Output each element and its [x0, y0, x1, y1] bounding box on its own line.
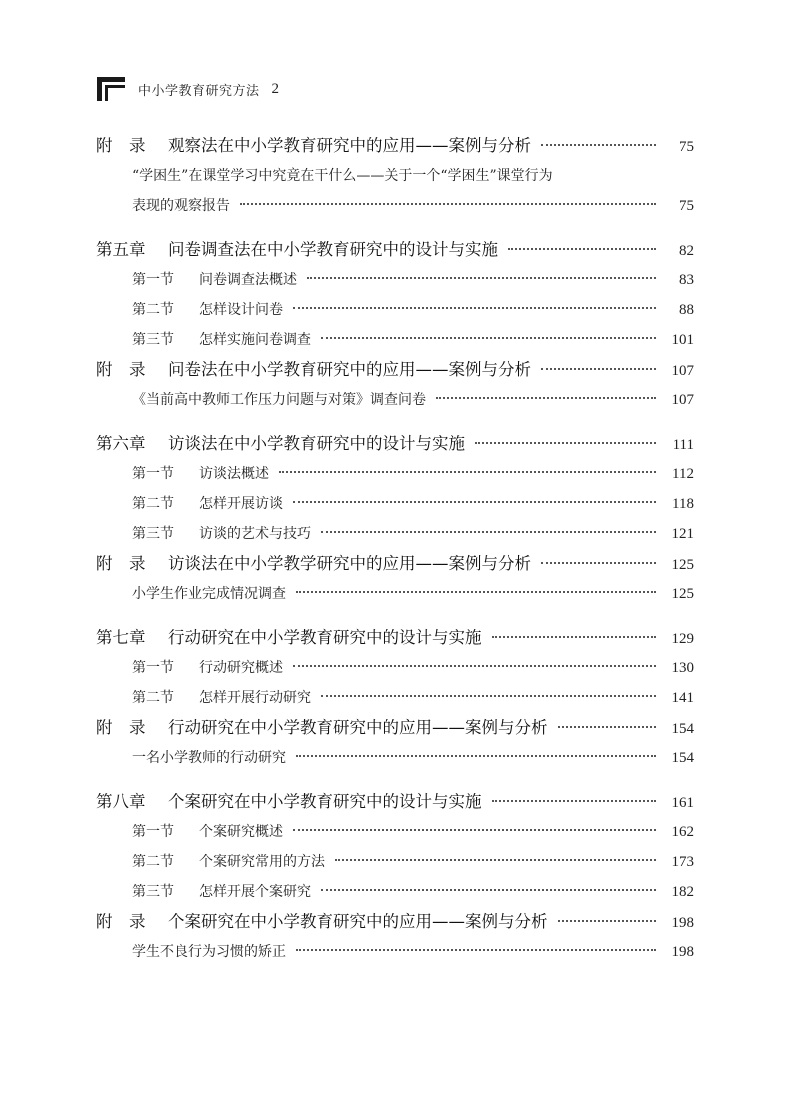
- chapter-lead: 第五章: [96, 240, 146, 259]
- entry-page: 130: [671, 660, 694, 676]
- entry-page: 83: [679, 272, 694, 288]
- entry-title: 问卷调查法在中小学教育研究中的设计与实施: [168, 240, 498, 259]
- entry-title: 个案研究在中小学教育研究中的应用——案例与分析: [168, 912, 548, 931]
- toc-chapter-entry[interactable]: [96, 235, 694, 265]
- dot-leader: [558, 920, 657, 922]
- chapter-lead: 第七章: [96, 628, 146, 647]
- entry-page: 162: [671, 824, 694, 840]
- section-lead: 第三节: [132, 884, 174, 900]
- toc-appendix-entry[interactable]: [96, 549, 694, 579]
- entry-page: 129: [671, 631, 694, 647]
- page-number: 2: [271, 80, 280, 97]
- entry-title: 小学生作业完成情况调查: [132, 586, 286, 602]
- entry-title: 访谈法在中小学教学研究中的应用——案例与分析: [168, 554, 531, 573]
- section-lead: 第二节: [132, 496, 174, 512]
- dot-leader: [293, 307, 656, 309]
- entry-title: 《当前高中教师工作压力问题与对策》调查问卷: [132, 392, 426, 408]
- toc-case-entry[interactable]: [96, 743, 694, 773]
- chapter-lead: 第八章: [96, 792, 146, 811]
- toc-chapter-entry[interactable]: [96, 787, 694, 817]
- toc-section-entry[interactable]: [96, 877, 694, 907]
- dot-leader: [279, 471, 656, 473]
- toc-chapter-entry[interactable]: [96, 623, 694, 653]
- dot-leader: [492, 636, 657, 638]
- entry-title: 访谈的艺术与技巧: [199, 526, 311, 542]
- dot-leader: [296, 591, 656, 593]
- entry-title: 访谈法在中小学教育研究中的设计与实施: [168, 434, 465, 453]
- entry-page: 112: [672, 466, 694, 482]
- appendix-lead: 附 录: [96, 912, 146, 931]
- toc-section-entry[interactable]: [96, 519, 694, 549]
- entry-title: 行动研究在中小学教育研究中的设计与实施: [168, 628, 482, 647]
- toc-case-entry[interactable]: [96, 937, 694, 967]
- dot-leader: [293, 829, 656, 831]
- chapter-lead: 第六章: [96, 434, 146, 453]
- entry-title: 行动研究在中小学教育研究中的应用——案例与分析: [168, 718, 548, 737]
- dot-leader: [293, 501, 656, 503]
- dot-leader: [508, 248, 656, 250]
- section-lead: 第一节: [132, 466, 174, 482]
- entry-page: 107: [671, 363, 694, 379]
- entry-page: 161: [671, 795, 694, 811]
- dot-leader: [307, 277, 656, 279]
- entry-page: 121: [671, 526, 694, 542]
- dot-leader: [492, 800, 657, 802]
- dot-leader: [541, 144, 656, 146]
- entry-page: 198: [671, 944, 694, 960]
- entry-page: 111: [672, 437, 694, 453]
- section-lead: 第二节: [132, 302, 174, 318]
- toc-section-entry[interactable]: [96, 683, 694, 713]
- appendix-lead: 附 录: [96, 554, 146, 573]
- entry-title: 怎样开展访谈: [199, 496, 283, 512]
- dot-leader: [321, 531, 656, 533]
- dot-leader: [475, 442, 656, 444]
- entry-page: 88: [679, 302, 694, 318]
- section-lead: 第三节: [132, 526, 174, 542]
- running-header: [96, 76, 279, 102]
- toc-appendix-entry[interactable]: [96, 907, 694, 937]
- toc-section-entry[interactable]: [96, 265, 694, 295]
- entry-page: 182: [671, 884, 694, 900]
- entry-title: “学困生”在课堂学习中究竟在干什么——关于一个“学困生”课堂行为: [132, 168, 553, 184]
- section-lead: 第三节: [132, 332, 174, 348]
- entry-title: 学生不良行为习惯的矫正: [132, 944, 286, 960]
- dot-leader: [321, 695, 656, 697]
- toc-appendix-entry[interactable]: [96, 713, 694, 743]
- entry-page: 107: [671, 392, 694, 408]
- toc-section-entry[interactable]: [96, 325, 694, 355]
- dot-leader: [296, 949, 656, 951]
- toc-case-entry-continued[interactable]: [96, 191, 694, 221]
- section-lead: 第一节: [132, 824, 174, 840]
- toc-case-entry[interactable]: [96, 385, 694, 415]
- entry-title: 观察法在中小学教育研究中的应用——案例与分析: [168, 136, 531, 155]
- dot-leader: [541, 562, 656, 564]
- toc-appendix-entry[interactable]: [96, 131, 694, 161]
- table-of-contents: [96, 131, 694, 967]
- entry-page: 118: [672, 496, 694, 512]
- entry-title: 一名小学教师的行动研究: [132, 750, 286, 766]
- entry-page: 154: [671, 721, 694, 737]
- dot-leader: [436, 397, 656, 399]
- dot-leader: [240, 203, 656, 205]
- entry-title: 访谈法概述: [199, 466, 269, 482]
- appendix-lead: 附 录: [96, 360, 146, 379]
- entry-page: 173: [671, 854, 694, 870]
- entry-title: 问卷法在中小学教育研究中的应用——案例与分析: [168, 360, 531, 379]
- corner-mark-icon: [96, 76, 126, 102]
- toc-section-entry[interactable]: [96, 653, 694, 683]
- entry-page: 125: [671, 586, 694, 602]
- entry-title: 个案研究概述: [199, 824, 283, 840]
- entry-title: 怎样开展行动研究: [199, 690, 311, 706]
- toc-section-entry[interactable]: [96, 489, 694, 519]
- toc-section-entry[interactable]: [96, 847, 694, 877]
- dot-leader: [321, 337, 656, 339]
- entry-title: 怎样设计问卷: [199, 302, 283, 318]
- entry-title: 怎样开展个案研究: [199, 884, 311, 900]
- entry-page: 75: [679, 198, 694, 214]
- entry-page: 198: [671, 915, 694, 931]
- section-lead: 第二节: [132, 690, 174, 706]
- dot-leader: [296, 755, 656, 757]
- entry-title: 个案研究常用的方法: [199, 854, 325, 870]
- toc-case-entry[interactable]: [96, 161, 694, 191]
- book-title: 中小学教育研究方法: [138, 83, 260, 99]
- entry-title: 怎样实施问卷调查: [199, 332, 311, 348]
- appendix-lead: 附 录: [96, 136, 146, 155]
- appendix-lead: 附 录: [96, 718, 146, 737]
- toc-section-entry[interactable]: [96, 459, 694, 489]
- toc-case-entry[interactable]: [96, 579, 694, 609]
- section-lead: 第二节: [132, 854, 174, 870]
- section-lead: 第一节: [132, 272, 174, 288]
- entry-page: 141: [671, 690, 694, 706]
- entry-page: 154: [671, 750, 694, 766]
- dot-leader: [321, 889, 656, 891]
- entry-page: 125: [671, 557, 694, 573]
- toc-section-entry[interactable]: [96, 295, 694, 325]
- entry-page: 82: [679, 243, 694, 259]
- entry-page: 75: [679, 139, 694, 155]
- dot-leader: [293, 665, 656, 667]
- toc-appendix-entry[interactable]: [96, 355, 694, 385]
- entry-title: 表现的观察报告: [132, 198, 230, 214]
- dot-leader: [558, 726, 657, 728]
- dot-leader: [335, 859, 656, 861]
- toc-chapter-entry[interactable]: [96, 429, 694, 459]
- entry-title: 个案研究在中小学教育研究中的设计与实施: [168, 792, 482, 811]
- dot-leader: [541, 368, 656, 370]
- entry-title: 行动研究概述: [199, 660, 283, 676]
- toc-section-entry[interactable]: [96, 817, 694, 847]
- section-lead: 第一节: [132, 660, 174, 676]
- entry-title: 问卷调查法概述: [199, 272, 297, 288]
- entry-page: 101: [671, 332, 694, 348]
